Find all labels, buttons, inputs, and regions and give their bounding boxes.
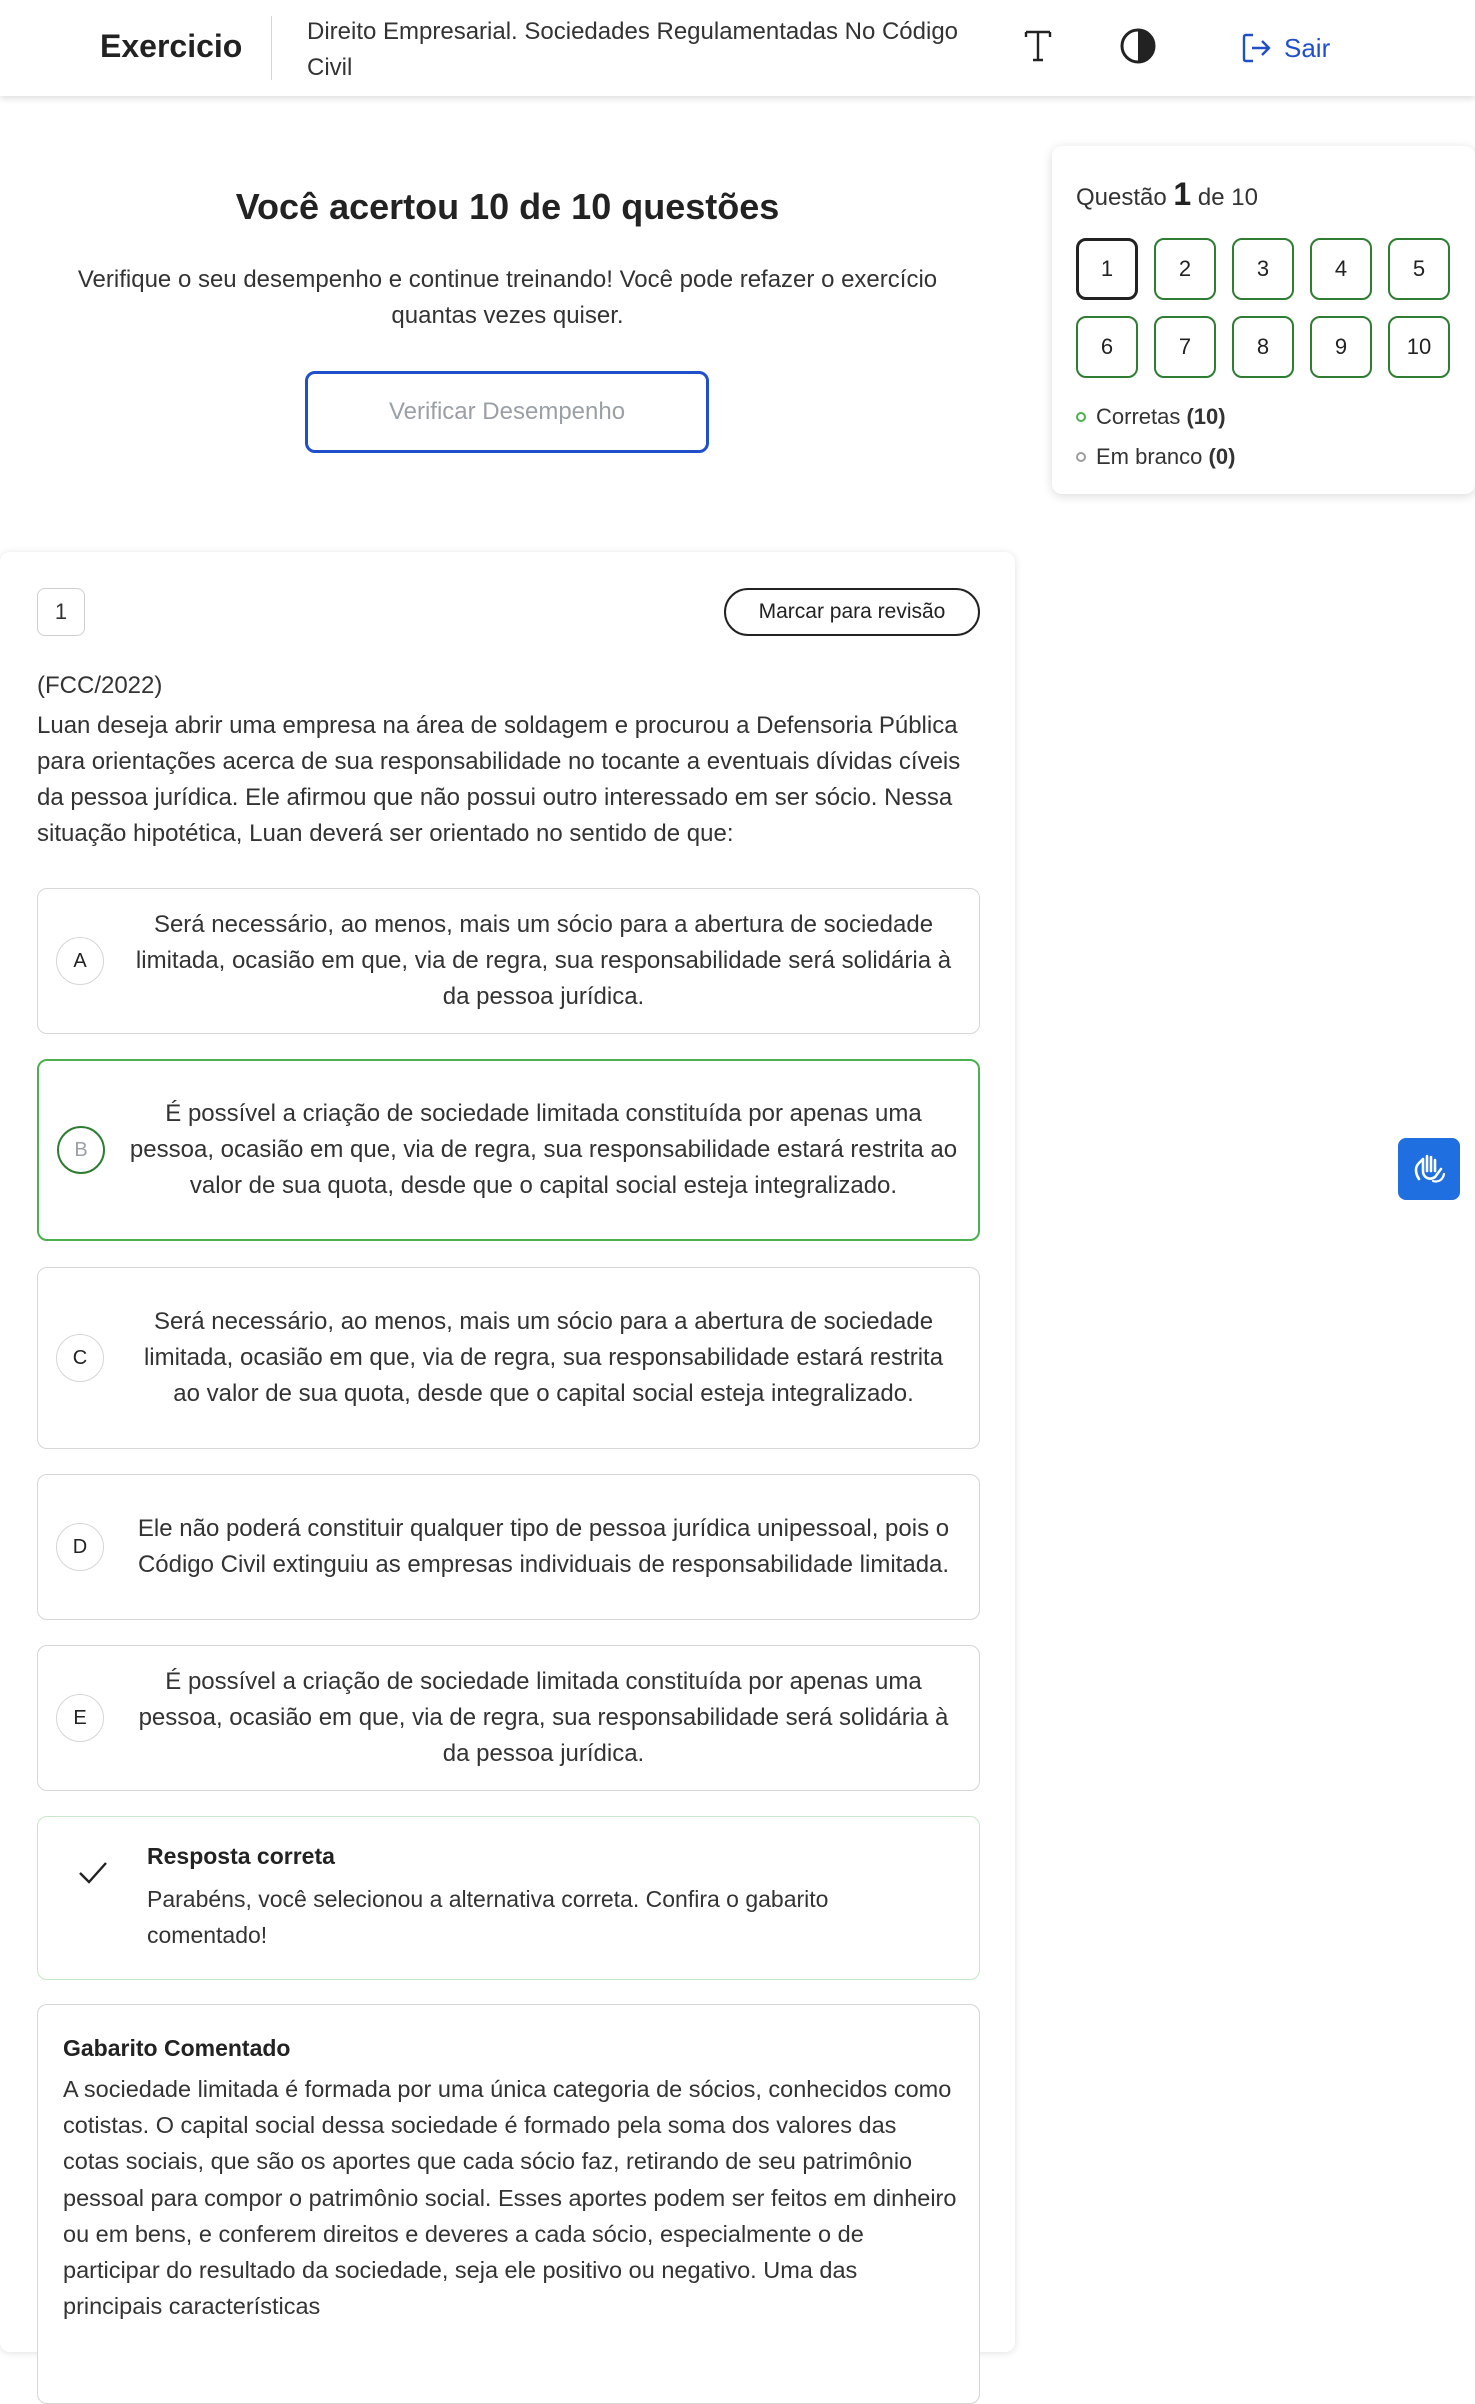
- question-number-badge: 1: [37, 588, 85, 636]
- navigator-current: 1: [1173, 176, 1192, 212]
- result-title: Você acertou 10 de 10 questões: [235, 186, 780, 227]
- option-b[interactable]: [37, 1059, 980, 1241]
- logout-icon: [1240, 31, 1274, 65]
- question-button-9[interactable]: 9: [1310, 316, 1372, 378]
- option-d[interactable]: [37, 1474, 980, 1620]
- option-text: Será necessário, ao menos, mais um sócio para a abertura de sociedade limitada, ocasião em que, via de regra, sua responsabilidade será solidária à da pessoa jurídica.: [135, 911, 952, 1010]
- option-c[interactable]: [37, 1267, 980, 1449]
- check-performance-button[interactable]: Verificar Desempenho: [305, 371, 709, 453]
- question-text: Luan deseja abrir uma empresa na área de soldagem e procurou a Defensoria Pública para orientações acerca de sua responsabilidade no tocante a eventuais dívidas cíveis da pessoa jurídica. Ele afirmou que não possui outro interessado em ser sócio. Nessa situação hipotética, Luan deverá ser orientado no sentido de que:: [37, 712, 961, 847]
- question-button-3[interactable]: 3: [1232, 238, 1294, 300]
- answer-title: Resposta correta: [147, 1843, 335, 1869]
- option-letter: C: [56, 1334, 104, 1382]
- question-button-1[interactable]: 1: [1076, 238, 1138, 300]
- commentary-text: A sociedade limitada é formada por uma única categoria de sócios, conhecidos como cotistas. O capital social dessa sociedade é formado pela soma dos valores das cotas sociais, que são os aportes que cada sócio faz, retirando de seu patrimônio pessoal para compor o patrimônio social. Esses aportes podem ser feitos em dinheiro ou em bens, e conferem direitos e deveres a cada sócio, especialmente o de participar do resultado da sociedade, seja ele positivo ou negativo. Uma das principais características: [63, 2076, 957, 2320]
- result-description: Verifique o seu desempenho e continue treinando! Você pode refazer o exercício quantas vezes quiser.: [77, 266, 938, 329]
- blank-dot-icon: [1076, 452, 1086, 462]
- answer-text: Parabéns, você selecionou a alternativa correta. Confira o gabarito comentado!: [147, 1886, 829, 1948]
- option-a[interactable]: [37, 888, 980, 1034]
- question-button-5[interactable]: 5: [1388, 238, 1450, 300]
- navigator-prefix: Questão: [1076, 184, 1167, 211]
- navigator-suffix: de 10: [1197, 184, 1258, 211]
- top-header: [0, 0, 1475, 96]
- legend-blank-count: (0): [1208, 444, 1236, 469]
- logout-button[interactable]: [1240, 26, 1330, 70]
- navigator-heading: [1076, 176, 1258, 213]
- question-source: (FCC/2022): [37, 672, 163, 699]
- contrast-icon: [1118, 26, 1158, 66]
- question-button-8[interactable]: 8: [1232, 316, 1294, 378]
- correct-dot-icon: [1076, 412, 1086, 422]
- check-icon: [76, 1855, 110, 1889]
- option-letter: A: [56, 937, 104, 985]
- option-letter: D: [56, 1523, 104, 1571]
- option-letter: E: [56, 1694, 104, 1742]
- question-navigator: [1052, 146, 1475, 494]
- option-text: É possível a criação de sociedade limitada constituída por apenas uma pessoa, ocasião em que, via de regra, sua responsabilidade será solidária à da pessoa jurídica.: [138, 1668, 949, 1767]
- header-divider: [271, 16, 272, 80]
- option-text: Será necessário, ao menos, mais um sócio para a abertura de sociedade limitada, ocasião em que, via de regra, sua responsabilidade estará restrita ao valor de sua quota, desde que o capital social esteja integralizado.: [143, 1308, 944, 1407]
- legend-correct-count: (10): [1186, 404, 1226, 429]
- legend-correct: [1076, 404, 1226, 430]
- sign-language-button[interactable]: [1398, 1138, 1460, 1200]
- brand-title: Exercicio: [100, 28, 243, 64]
- option-text: Ele não poderá constituir qualquer tipo de pessoa jurídica unipessoal, pois o Código Civil extinguiu as empresas individuais de responsabilidade limitada.: [137, 1515, 950, 1578]
- question-button-6[interactable]: 6: [1076, 316, 1138, 378]
- course-title: Direito Empresarial. Sociedades Regulamentadas No Código Civil: [307, 18, 959, 81]
- legend-blank-label: Em branco: [1096, 444, 1203, 469]
- mark-for-review-button[interactable]: Marcar para revisão: [724, 588, 980, 636]
- option-letter: B: [57, 1126, 105, 1174]
- sign-language-icon: [1409, 1149, 1449, 1189]
- option-e[interactable]: [37, 1645, 980, 1791]
- legend-blank: [1076, 444, 1235, 470]
- question-button-7[interactable]: 7: [1154, 316, 1216, 378]
- question-button-2[interactable]: 2: [1154, 238, 1216, 300]
- contrast-button[interactable]: [1118, 26, 1158, 66]
- text-size-button[interactable]: [1018, 22, 1058, 70]
- question-grid: [1076, 238, 1456, 378]
- question-card: [0, 552, 1015, 2352]
- legend-correct-label: Corretas: [1096, 404, 1181, 429]
- answer-feedback: [37, 1816, 980, 1980]
- question-button-4[interactable]: 4: [1310, 238, 1372, 300]
- question-button-10[interactable]: 10: [1388, 316, 1450, 378]
- text-size-icon: [1023, 29, 1053, 63]
- logout-label: Sair: [1284, 32, 1331, 63]
- commentary-title: Gabarito Comentado: [63, 2035, 291, 2061]
- option-text: É possível a criação de sociedade limitada constituída por apenas uma pessoa, ocasião em que, via de regra, sua responsabilidade estará restrita ao valor de sua quota, desde que o capital social esteja integralizado.: [129, 1100, 958, 1199]
- commentary-box: [37, 2004, 980, 2404]
